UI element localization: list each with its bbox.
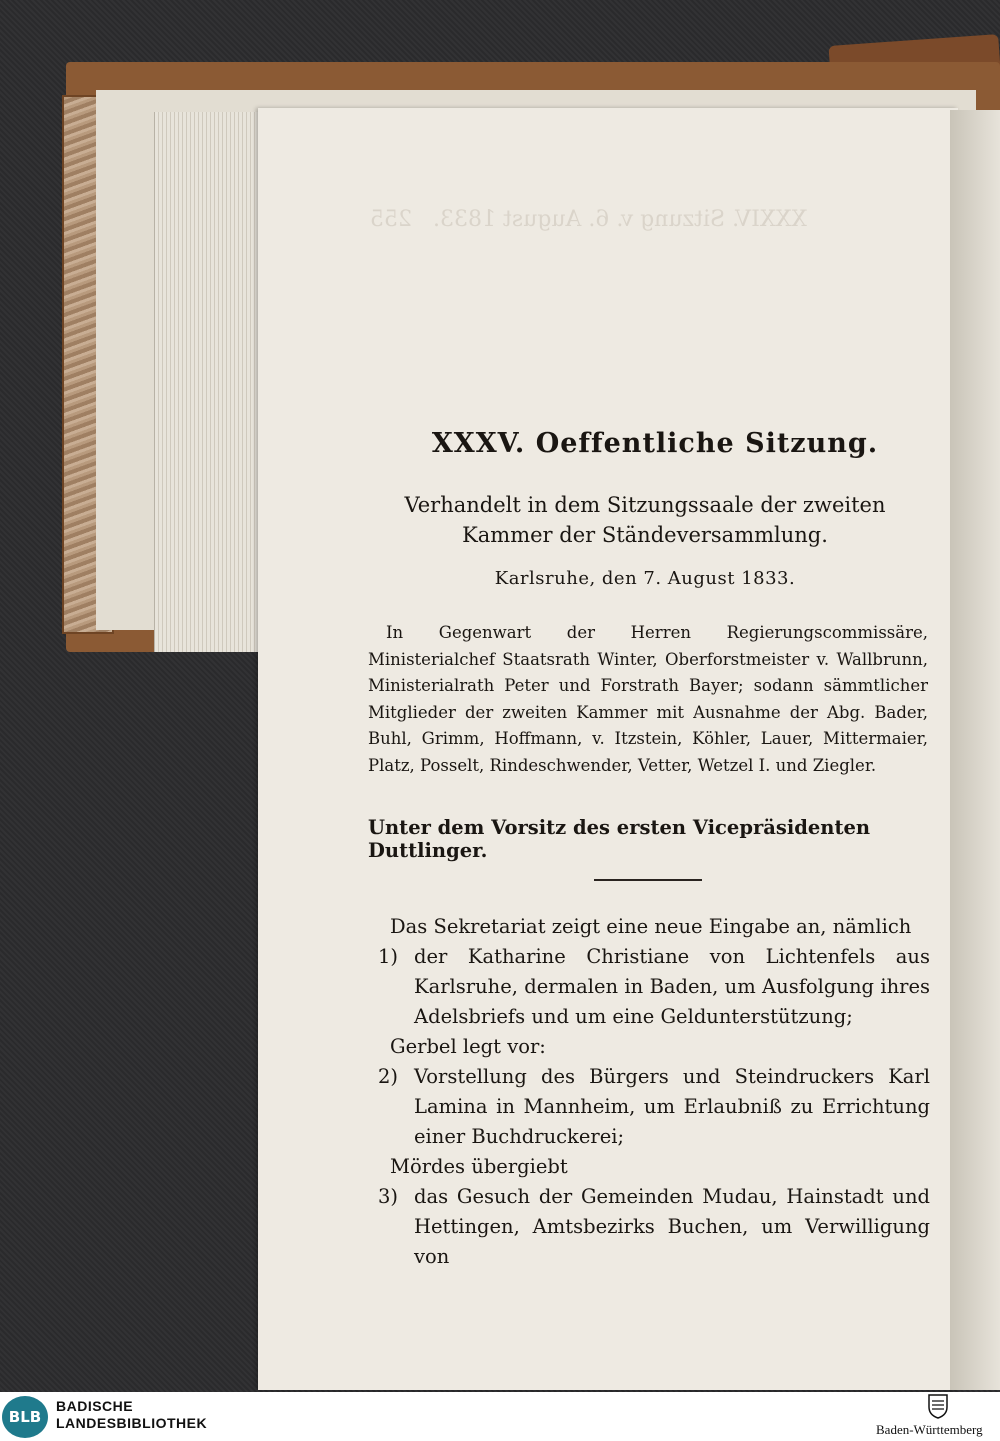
session-body (378, 912, 930, 1272)
list-item (378, 942, 930, 1032)
item-number: 2) (378, 1065, 399, 1088)
section-divider (594, 879, 702, 881)
item-text: das Gesuch der Gemeinden Mudau, Hainstadt und Hettingen, Amtsbezirks Buchen, um Verwilligung von (414, 1185, 930, 1268)
session-subtitle: Verhandelt in dem Sitzungssaale der zweiten Kammer der Ständeversammlung. (404, 493, 886, 547)
list-item (378, 1182, 930, 1272)
crest-icon (927, 1393, 949, 1419)
intro-line: Das Sekretariat zeigt eine neue Eingabe an, nämlich (390, 915, 912, 938)
library-line-2: LANDESBIBLIOTHEK (56, 1415, 208, 1431)
blb-logo[interactable]: BLB (2, 1396, 48, 1438)
gerbel-line: Gerbel legt vor: (390, 1035, 546, 1058)
place-date: Karlsruhe, den 7. August 1833. (494, 568, 796, 589)
presence-text: In Gegenwart der Herren Regierungscommissäre, Ministerialchef Staatsrath Winter, Oberforstmeister v. Wallbrunn, Ministerialrath Peter und Forstrath Bayer; sodann sämmtlicher Mitglieder der zweiten Kammer mit Ausnahme der Abg. Bader, Buhl, Grimm, Hoffmann, v. Itzstein, Köhler, Lauer, Mittermaier, Platz, Posselt, Rindeschwender, Vetter, Wetzel I. und Ziegler. (368, 623, 928, 775)
moerdes-line: Mördes übergiebt (390, 1155, 568, 1178)
library-line-1: BADISCHE (56, 1398, 134, 1414)
chair-line: Unter dem Vorsitz des ersten Vicepräsidenten Duttlinger. (368, 816, 871, 862)
session-title: XXXV. Oeffentliche Sitzung. (431, 428, 879, 459)
item-number: 3) (378, 1185, 399, 1208)
list-item (378, 1062, 930, 1152)
library-name[interactable] (56, 1398, 207, 1432)
item-text: Vorstellung des Bürgers und Steindruckers Karl Lamina in Mannheim, um Erlaubniß zu Errichtung einer Buchdruckerei; (414, 1065, 930, 1148)
presence-paragraph (368, 620, 928, 779)
state-name[interactable]: Baden-Württemberg (876, 1422, 983, 1437)
item-number: 1) (378, 945, 399, 968)
item-text: der Katharine Christiane von Lichtenfels aus Karlsruhe, dermalen in Baden, um Ausfolgung ihres Adelsbriefs und um eine Geldunterstützung; (414, 945, 930, 1028)
